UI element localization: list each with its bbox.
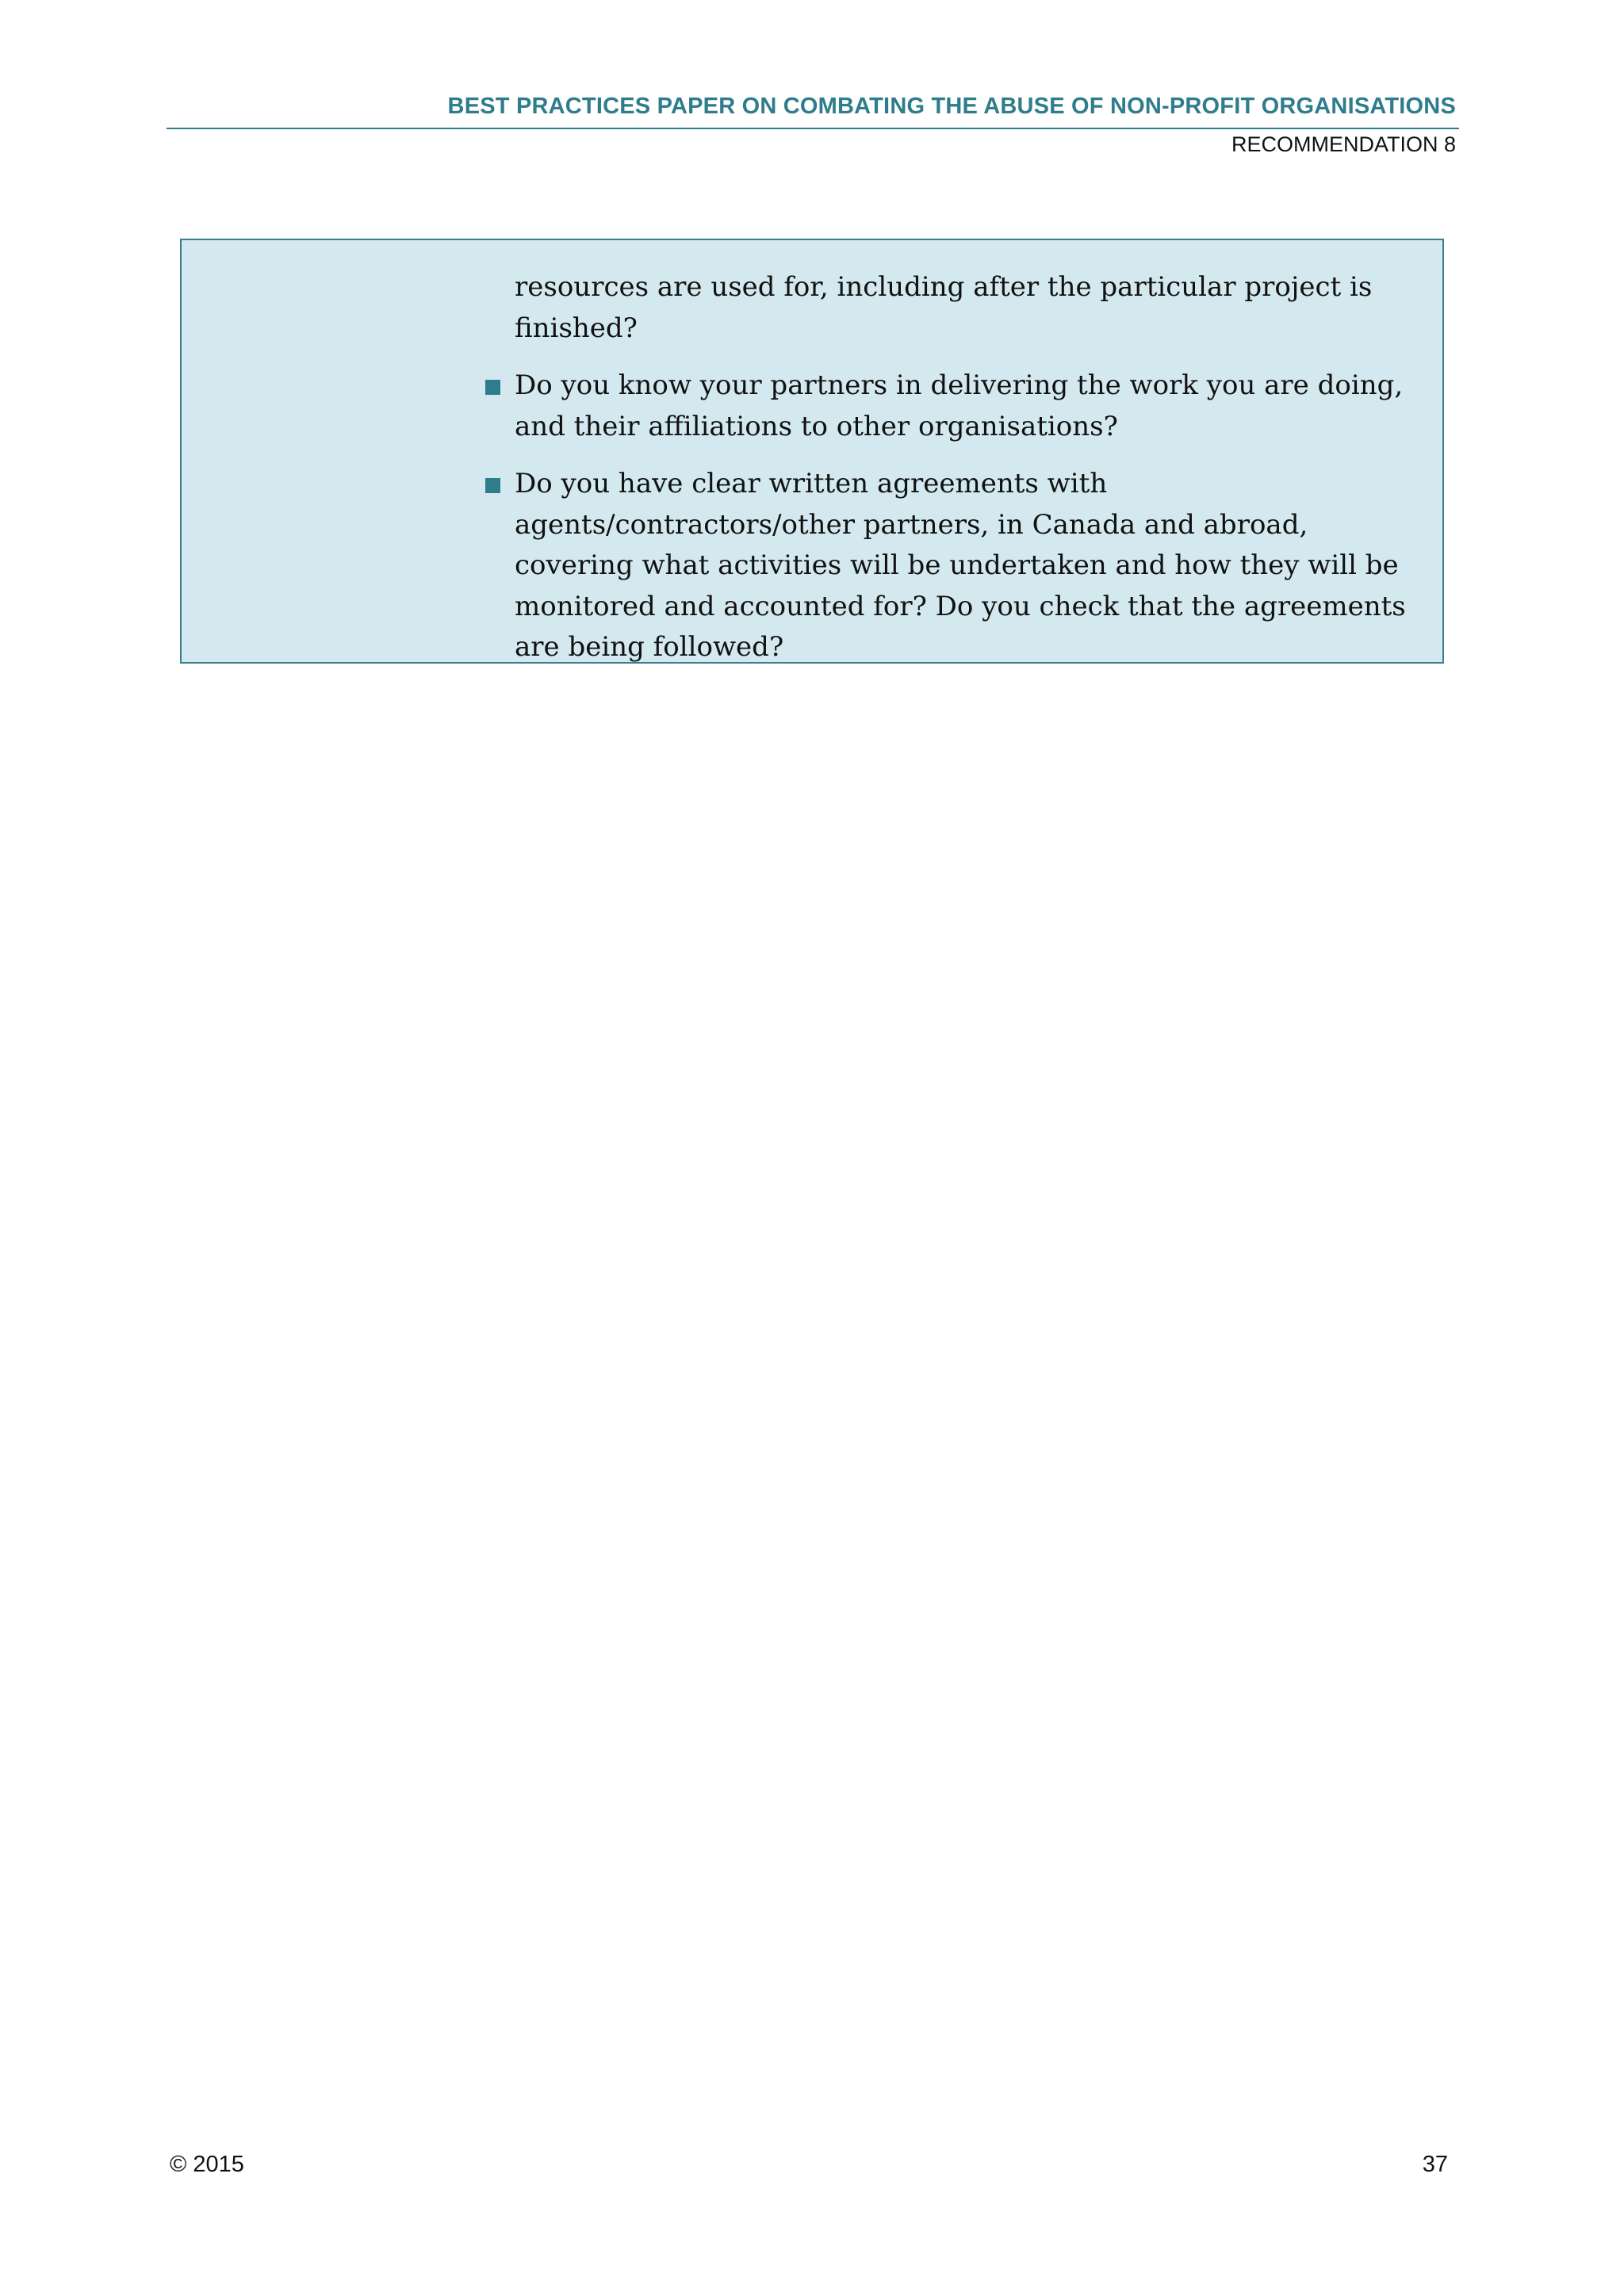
list-item	[515, 464, 1419, 668]
checklist-box	[180, 239, 1444, 664]
continuation-text: resources are used for, including after the particular project is finished?	[515, 271, 1373, 344]
header-divider	[167, 128, 1459, 129]
list-item-text: Do you know your partners in delivering the work you are doing, and their affiliations to other organisations?	[515, 369, 1404, 442]
checklist-content	[515, 267, 1419, 685]
page-number: 37	[1422, 2152, 1448, 2177]
list-item	[515, 365, 1419, 447]
running-header-title: BEST PRACTICES PAPER ON COMBATING THE ABUSE OF NON-PROFIT ORGANISATIONS	[447, 94, 1456, 119]
square-bullet-icon	[485, 380, 500, 395]
footer-copyright: © 2015	[170, 2152, 244, 2177]
list-item-text: Do you have clear written agreements with agents/contractors/other partners, in Canada and abroad, covering what activities will be undertaken and how they will be monitored and accounted for? Do you check that the agreements are being followed?	[515, 468, 1406, 663]
square-bullet-icon	[485, 478, 500, 493]
running-header-subtitle: RECOMMENDATION 8	[1231, 132, 1456, 156]
